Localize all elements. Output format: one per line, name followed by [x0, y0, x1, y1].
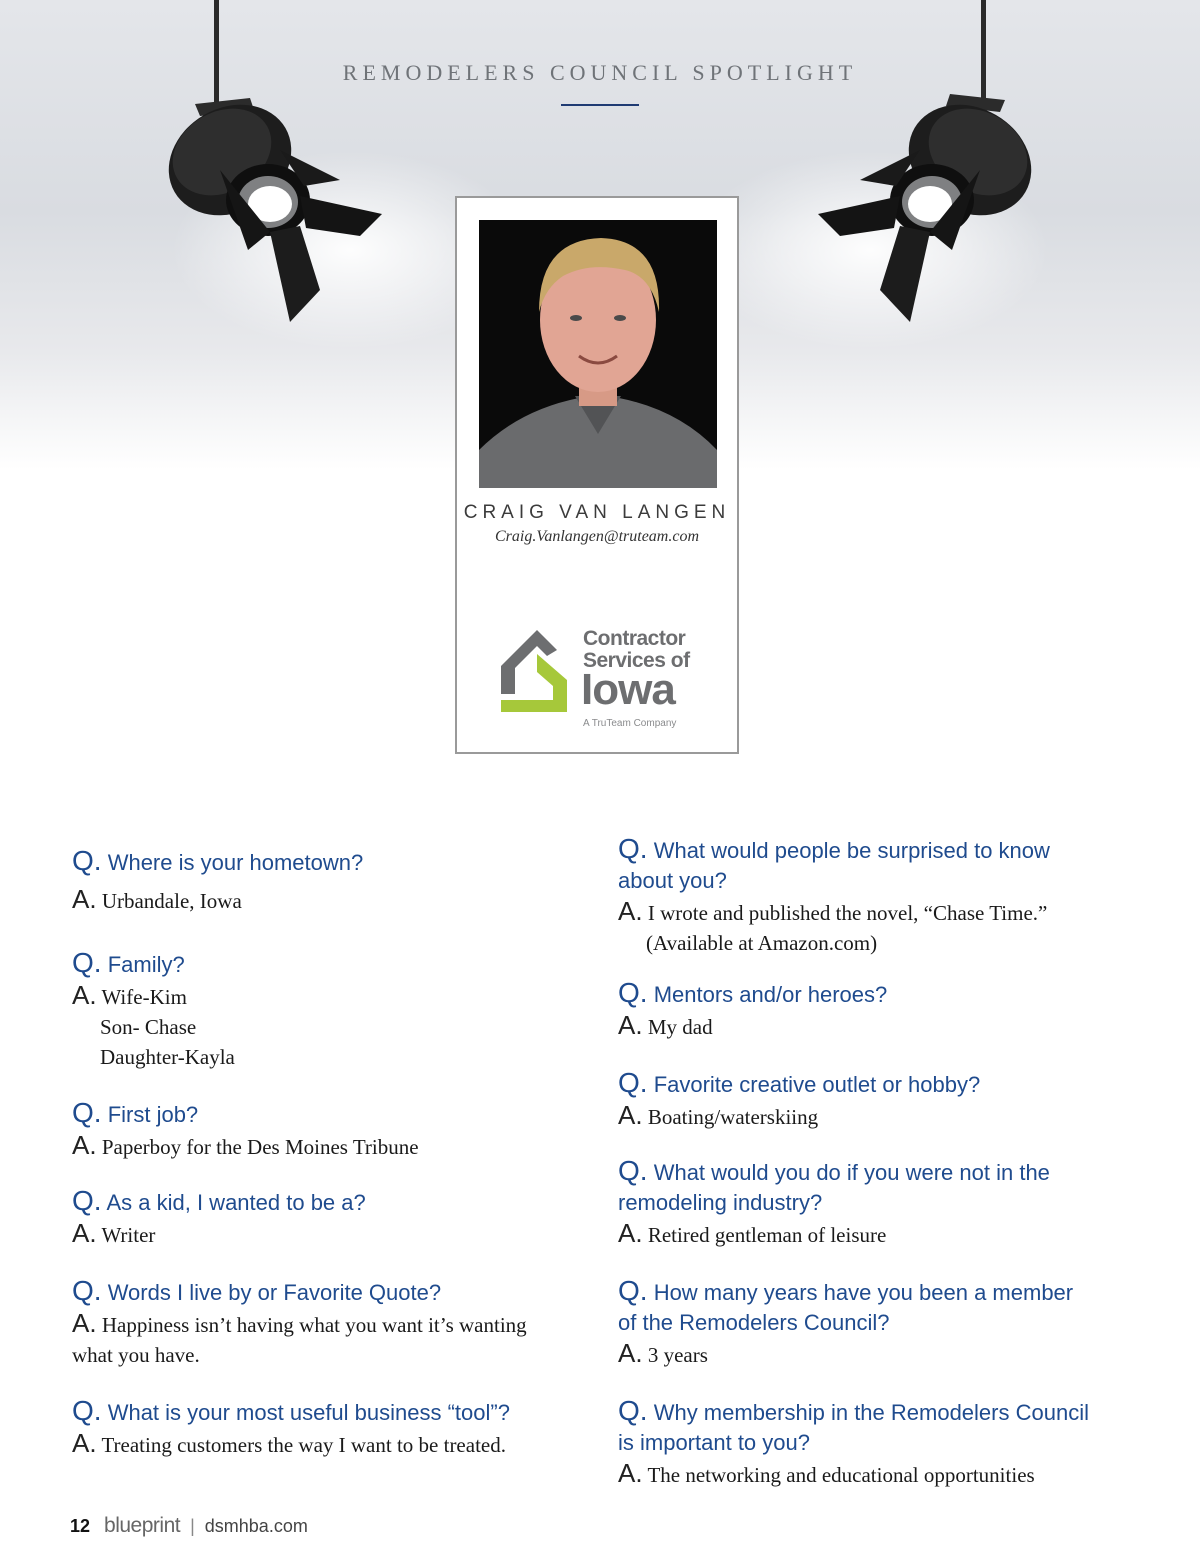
portrait-illustration	[479, 220, 717, 488]
q-marker: Q.	[618, 1155, 648, 1186]
a-marker: A.	[72, 1218, 97, 1248]
page-footer	[70, 1514, 308, 1538]
qa-right-1	[618, 834, 1158, 958]
footer-divider: |	[190, 1516, 195, 1536]
q-marker: Q.	[618, 833, 648, 864]
q-marker: Q.	[72, 1097, 102, 1128]
question-text: about you?	[618, 868, 727, 893]
qa-right-2	[618, 978, 1158, 1042]
answer-text: (Available at Amazon.com)	[646, 931, 878, 955]
profile-name: CRAIG VAN LANGEN	[463, 502, 731, 523]
a-marker: A.	[618, 1100, 643, 1130]
answer-text: My dad	[647, 1015, 713, 1039]
q-marker: Q.	[72, 947, 102, 978]
publication-brand: blueprint	[104, 1514, 181, 1537]
a-marker: A.	[618, 1338, 643, 1368]
answer-text: Treating customers the way I want to be treated.	[101, 1433, 506, 1457]
a-marker: A.	[618, 896, 643, 926]
a-marker: A.	[618, 1010, 643, 1040]
page-number: 12	[70, 1516, 91, 1536]
company-logo	[497, 622, 707, 738]
a-marker: A.	[72, 884, 97, 914]
q-marker: Q.	[618, 977, 648, 1008]
question-text: What would people be surprised to know	[653, 838, 1050, 863]
question-text: Mentors and/or heroes?	[653, 982, 888, 1007]
site-link[interactable]: dsmhba.com	[204, 1516, 308, 1536]
logo-line-2: Services of	[583, 649, 690, 672]
q-marker: Q.	[72, 1395, 102, 1426]
q-marker: Q.	[72, 1185, 102, 1216]
answer-text: Wife-Kim	[101, 985, 187, 1009]
question-text: First job?	[107, 1102, 199, 1127]
question-text: remodeling industry?	[618, 1190, 823, 1215]
answer-text: what you have.	[72, 1343, 200, 1367]
q-marker: Q.	[618, 1395, 648, 1426]
question-text: Where is your hometown?	[107, 850, 364, 875]
q-marker: Q.	[72, 1275, 102, 1306]
a-marker: A.	[72, 980, 97, 1010]
question-text: Words I live by or Favorite Quote?	[107, 1280, 442, 1305]
answer-text: Boating/waterskiing	[647, 1105, 819, 1129]
answer-text: I wrote and published the novel, “Chase Time.”	[647, 901, 1048, 925]
qa-right-6	[618, 1396, 1178, 1490]
a-marker: A.	[618, 1458, 643, 1488]
qa-left-3	[72, 1098, 562, 1162]
logo-line-3: Iowa	[581, 665, 675, 714]
logo-tagline: A TruTeam Company	[583, 718, 677, 729]
a-marker: A.	[72, 1130, 97, 1160]
question-text: Family?	[107, 952, 185, 977]
qa-left-4	[72, 1186, 562, 1250]
question-text: Favorite creative outlet or hobby?	[653, 1072, 981, 1097]
answer-text: Happiness isn’t having what you want it’s wanting	[101, 1313, 527, 1337]
answer-text: Daughter-Kayla	[100, 1045, 235, 1069]
q-marker: Q.	[72, 845, 102, 876]
qa-right-5	[618, 1276, 1158, 1370]
question-text: What would you do if you were not in the	[653, 1160, 1050, 1185]
question-text: is important to you?	[618, 1430, 810, 1455]
a-marker: A.	[618, 1218, 643, 1248]
a-marker: A.	[72, 1428, 97, 1458]
qa-left-5	[72, 1276, 572, 1370]
answer-text: Paperboy for the Des Moines Tribune	[101, 1135, 419, 1159]
answer-text: The networking and educational opportunities	[647, 1463, 1035, 1487]
answer-text: Retired gentleman of leisure	[647, 1223, 887, 1247]
answer-text: Son- Chase	[100, 1015, 197, 1039]
profile-card	[455, 196, 739, 754]
question-text: As a kid, I wanted to be a?	[106, 1190, 366, 1215]
answer-text: Urbandale, Iowa	[101, 889, 242, 913]
q-marker: Q.	[618, 1275, 648, 1306]
qa-left-2	[72, 948, 562, 1072]
question-text: How many years have you been a member	[653, 1280, 1074, 1305]
spotlight-left-icon	[150, 0, 400, 330]
answer-text: Writer	[101, 1223, 156, 1247]
answer-text: 3 years	[647, 1343, 708, 1367]
house-logo-icon	[497, 626, 579, 722]
section-kicker: REMODELERS COUNCIL SPOTLIGHT	[342, 60, 858, 85]
qa-left-1	[72, 846, 562, 916]
logo-line-1: Contractor	[583, 627, 686, 650]
question-text: Why membership in the Remodelers Council	[653, 1400, 1089, 1425]
spotlight-right-icon	[800, 0, 1050, 330]
kicker-rule	[561, 104, 639, 106]
qa-left-6	[72, 1396, 572, 1460]
profile-photo	[479, 220, 717, 488]
q-marker: Q.	[618, 1067, 648, 1098]
question-text: What is your most useful business “tool”?	[107, 1400, 510, 1425]
qa-right-4	[618, 1156, 1158, 1250]
a-marker: A.	[72, 1308, 97, 1338]
qa-right-3	[618, 1068, 1158, 1132]
question-text: of the Remodelers Council?	[618, 1310, 890, 1335]
profile-email[interactable]: Craig.Vanlangen@truteam.com	[494, 528, 700, 545]
